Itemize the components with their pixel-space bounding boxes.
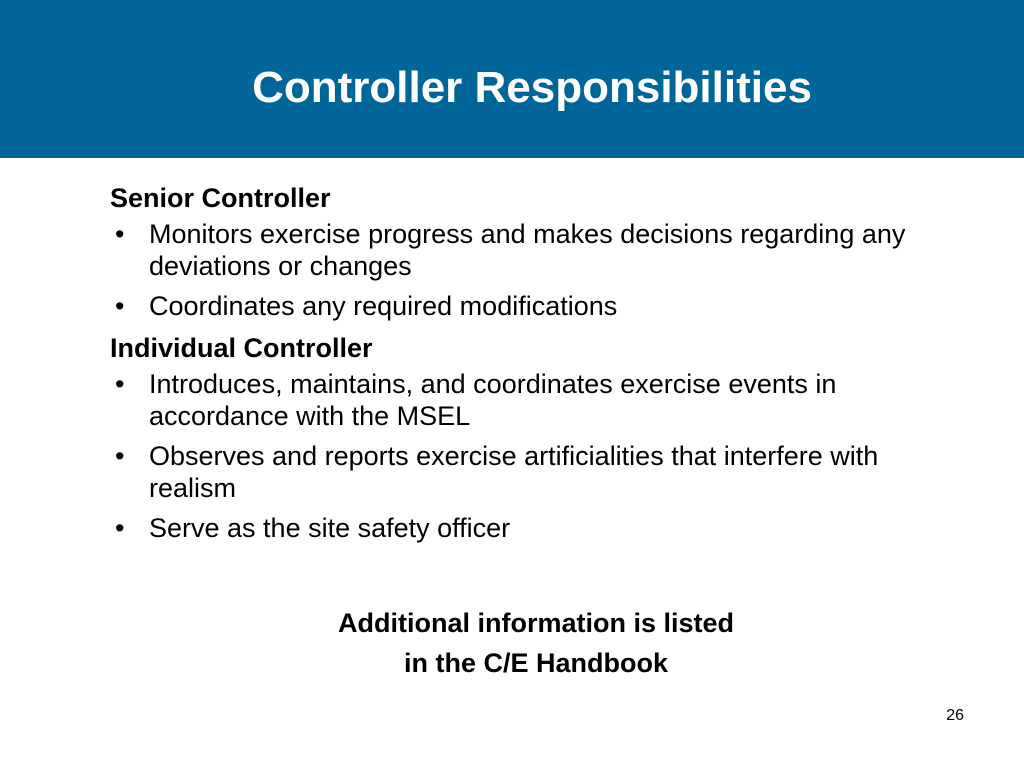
bullet-icon: • (115, 291, 125, 321)
note-line: in the C/E Handbook (403, 648, 668, 678)
note-line: Additional information is listed (337, 608, 734, 638)
bullet-text: Coordinates any required modifications (149, 291, 618, 321)
bullet-item (110, 440, 910, 504)
bullet-text: Monitors exercise progress and makes decisions regarding any deviations or changes (149, 219, 906, 281)
bullet-item (110, 290, 910, 322)
bullet-icon: • (115, 369, 125, 399)
bullet-icon: • (115, 513, 125, 543)
slide-title: Controller Responsibilities (252, 63, 812, 112)
section-heading-individual-controller: Individual Controller (110, 333, 373, 363)
bullet-item (110, 368, 910, 432)
handbook-note (0, 603, 1024, 683)
bullet-list-senior-controller (110, 218, 910, 322)
bullet-text: Introduces, maintains, and coordinates exercise events in accordance with the MSEL (149, 369, 837, 431)
section-heading-senior-controller: Senior Controller (110, 183, 331, 213)
bullet-icon: • (115, 441, 125, 471)
slide-content (110, 180, 910, 552)
bullet-item (110, 512, 910, 544)
bullet-text: Serve as the site safety officer (149, 513, 511, 543)
bullet-text: Observes and reports exercise artificialities that interfere with realism (149, 441, 879, 503)
bullet-list-individual-controller (110, 368, 910, 544)
bullet-item (110, 218, 910, 282)
page-number: 26 (946, 707, 964, 724)
bullet-icon: • (115, 219, 125, 249)
